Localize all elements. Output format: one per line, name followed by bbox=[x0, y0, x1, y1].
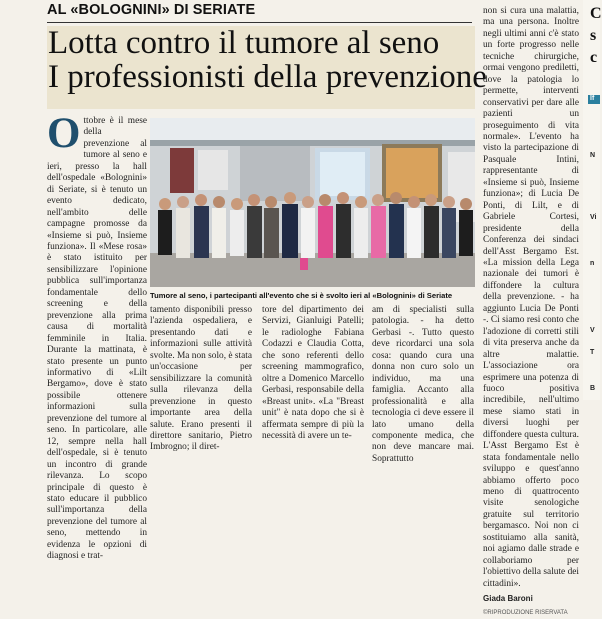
section-kicker: AL «BOLOGNINI» DI SERIATE bbox=[47, 2, 256, 18]
column-1-text: ttobre è il mese della prevenzione al tumore al seno e ieri, presso la hall dell'ospedale «Bolognini» di Seriate, si è tenuto un evento dedicato, nell'ambito delle campagne promosse da «Insieme si può, Insieme funziona». Il «Mese rosa» è stato istituito per sensibilizzare l'opinione pubblica sull'importanza fondamentale dello screening e della prevenzione alla prima causa di mortalità femminile in Italia. Durante la mattinata, è stato presente un punto informativo di «Lilt Bergamo», dove è stato possibile ottenere informazioni sulla prevenzione del tumore al seno. In particolare, alle 12, sempre nella hall dell'ospedale, si è tenuto un incontro di grande rilevanza. Lo scopo principale di questo è stato educare il pubblico sull'importanza della prevenzione del tumore al seno, mettendo in evidenza le opzioni di diagnosi e trat- bbox=[47, 116, 147, 562]
headline-line-2: I professionisti della prevenzione bbox=[48, 59, 487, 95]
adjacent-headline-letter-1: C bbox=[590, 5, 602, 22]
column-5-text: non si cura una malattia, ma una persona. Inoltre negli ultimi anni c'è stato un forte progresso nelle tecniche chirurgiche, ormai vengono prediletti, dove la patologia lo permette, interventi conservativi per dare alle pazienti un proseguimento di vita normale». L'evento ha visto la partecipazione di Pasquale Intini, rappresentante di «Insieme si può, Insieme funziona»; di Lucia De Ponti, di Lilt, e di Gabriele Cortesi, presidente della Conferenza dei sindaci dell'Asst Bergamo Est. «La mission della Lega nazionale dei tumori è diffondere la cultura della prevenzione. - ha aggiunto Lucia De Ponti -. Ci siamo resi conto che l'adozione di corretti stili di vita preserva anche da altre malattie. L'associazione ora esprimere una potenza di fuoco positiva incredibile, nell'ultimo mese siamo stati in diversi luoghi per diffondere questa cultura. L'Asst Bergamo Est è stata fondamentale nello sviluppo e quest'anno abbiamo offerto poco meno di quattrocento visite senologiche gratuite sul territorio bergamasco. Noi non ci sostituiamo alla sanità, noi agiamo dalle strade e collaboriamo per l'obiettivo della salute dei cittadini». bbox=[483, 6, 579, 589]
headline-line-1: Lotta contro il tumore al seno bbox=[48, 25, 440, 61]
byline: Giada Baroni bbox=[483, 594, 533, 604]
adjacent-headline-letter-3: c bbox=[590, 49, 598, 66]
adjacent-fragment-6: T bbox=[590, 349, 595, 356]
event-photo bbox=[150, 118, 475, 287]
article-column-2 bbox=[150, 305, 252, 453]
adjacent-article-edge bbox=[583, 0, 600, 400]
adjacent-fragment-3: Vi bbox=[590, 214, 597, 221]
adjacent-fragment-1: If bbox=[590, 95, 595, 102]
article-column-4 bbox=[372, 305, 474, 464]
photo-caption: Tumore al seno, i partecipanti all'evento che si è svolto ieri al «Bolognini» di Seriate bbox=[150, 291, 453, 300]
adjacent-fragment-5: V bbox=[590, 327, 595, 334]
article-column-5 bbox=[483, 6, 579, 616]
column-4-text: am di specialisti sulla patologia. - ha detto Gerbasi -. Tutto questo deve ricordarci una sola cosa: quando cura una donna non curo solo un individuo, ma una famiglia. Accanto alla professionalità e alla tecnologia ci deve essere il lato umano della componente medica, che non deve mancare mai. Soprattutto bbox=[372, 305, 474, 464]
article-column-3 bbox=[262, 305, 364, 441]
adjacent-fragment-7: B bbox=[590, 385, 596, 392]
adjacent-fragment-2: N bbox=[590, 152, 596, 159]
article-column-1 bbox=[47, 110, 147, 562]
copyright-credit: ©RIPRODUZIONE RISERVATA bbox=[483, 609, 568, 616]
drop-cap: O bbox=[47, 110, 81, 157]
kicker-rule bbox=[47, 22, 472, 23]
adjacent-fragment-4: n bbox=[590, 260, 595, 267]
column-3-text: tore del dipartimento dei Servizi, Gianluigi Patelli; le radiologhe Fabiana Codazzi e Claudia Cotta, che sono referenti dello screening mammografico, oltre a Domenico Marcello Gerbasi, responsabile della «Breast unit». «La "Breast unit" è nata dopo che si è affermata sempre di più la necessità di avere un te- bbox=[262, 305, 364, 441]
column-2-text: tamento disponibili presso l'azienda ospedaliera, e presentando dati e informazioni sulle attività svolte. Ma non solo, è stata un'occasione per sensibilizzare la comunità sulla rilevanza della prevenzione in questo importante area della salute. Erano presenti il direttore sanitario, Pietro Imbrogno; il diret- bbox=[150, 305, 252, 453]
event-photo-illustration bbox=[150, 118, 475, 287]
adjacent-headline-letter-2: s bbox=[590, 27, 597, 44]
headline bbox=[48, 25, 487, 95]
